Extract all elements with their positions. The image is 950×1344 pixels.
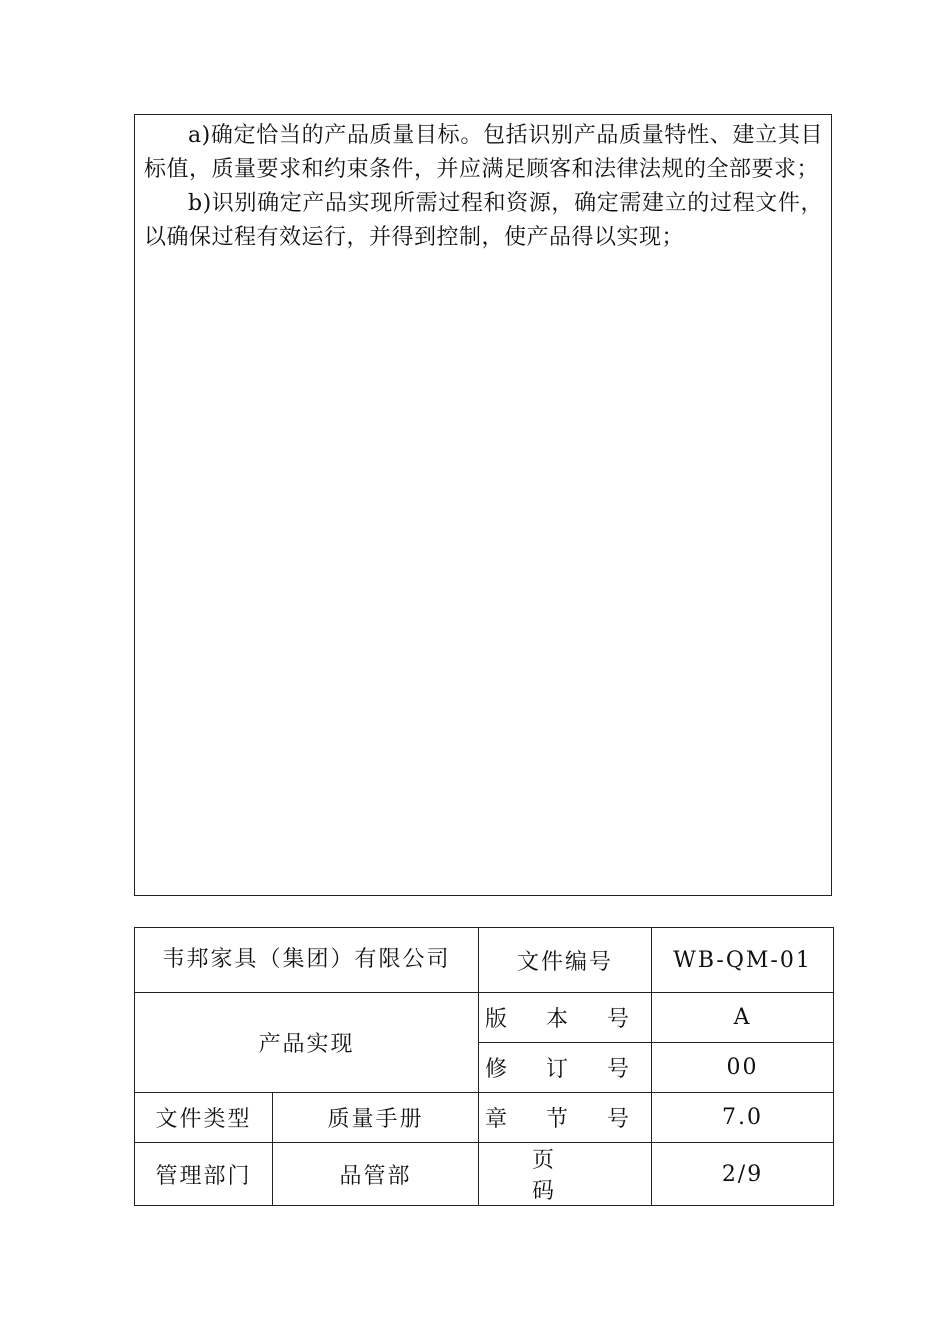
chapter-label: 章 节 号 — [479, 1093, 652, 1143]
table-row — [135, 1093, 834, 1143]
document-info-table — [134, 927, 834, 1206]
section-title: 产品实现 — [135, 993, 479, 1093]
content-box — [134, 114, 832, 896]
paragraph-b: b)识别确定产品实现所需过程和资源，确定需建立的过程文件，以确保过程有效运行，并得到控制，使产品得以实现； — [144, 191, 823, 250]
company-name: 韦邦家具（集团）有限公司 — [135, 928, 479, 993]
table-row — [135, 1143, 834, 1206]
dept-value: 品管部 — [273, 1143, 479, 1206]
revision-label: 修 订 号 — [479, 1043, 652, 1093]
doc-type-label: 文件类型 — [135, 1093, 273, 1143]
doc-type-value: 质量手册 — [273, 1093, 479, 1143]
version-value: A — [652, 993, 834, 1043]
chapter-value: 7.0 — [652, 1093, 834, 1143]
doc-no-value: WB-QM-01 — [652, 928, 834, 993]
page-label: 页 码 — [479, 1143, 652, 1206]
doc-no-label: 文件编号 — [479, 928, 652, 993]
table-row — [135, 928, 834, 993]
page-value: 2/9 — [652, 1143, 834, 1206]
version-label: 版 本 号 — [479, 993, 652, 1043]
dept-label: 管理部门 — [135, 1143, 273, 1206]
table-row — [135, 993, 834, 1043]
paragraph-a: a)确定恰当的产品质量目标。包括识别产品质量特性、建立其目标值，质量要求和约束条件，并应满足顾客和法律法规的全部要求； — [144, 123, 823, 182]
revision-value: 00 — [652, 1043, 834, 1093]
